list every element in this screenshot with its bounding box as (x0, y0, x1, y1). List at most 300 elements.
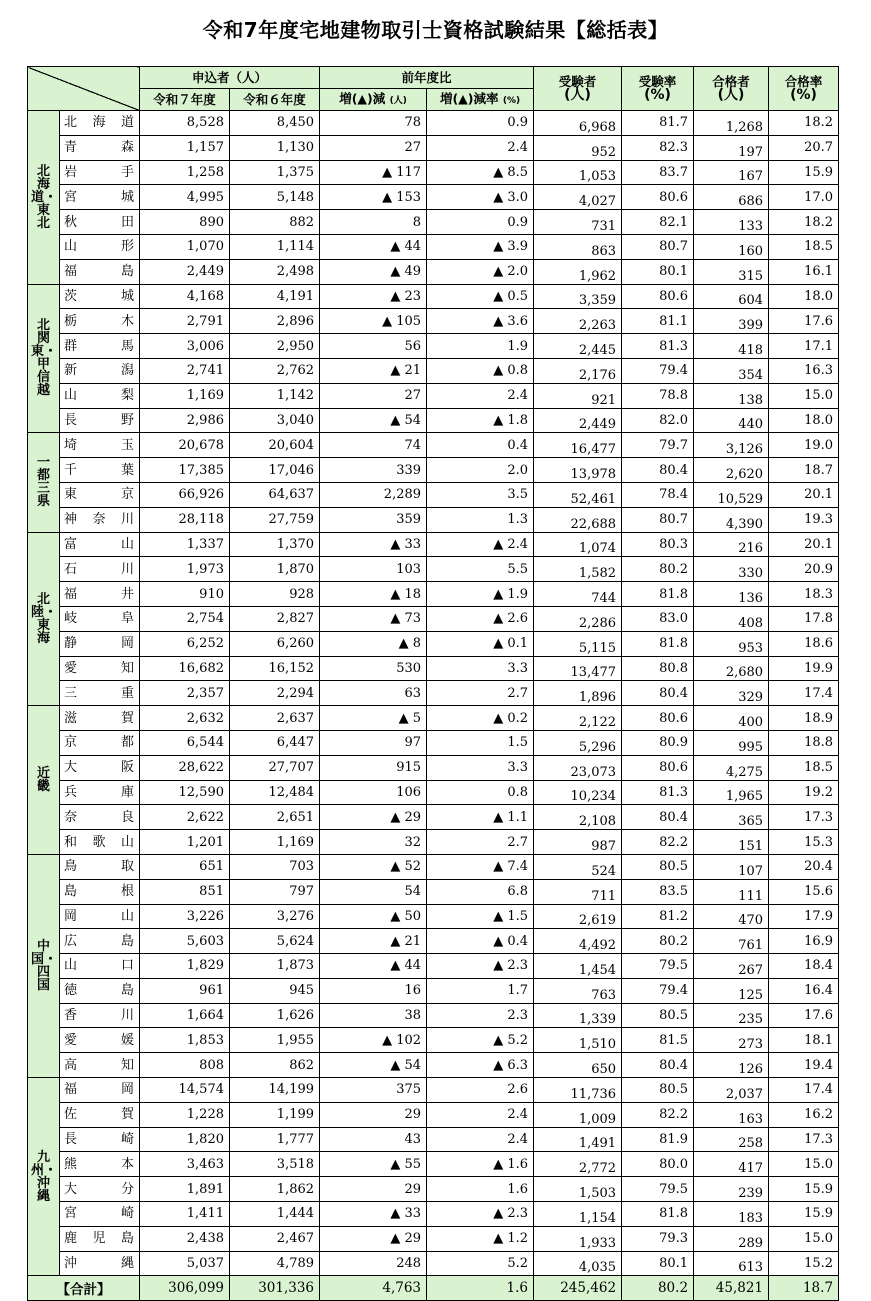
pass-rate-cell: 18.4 (769, 954, 839, 979)
examinees-cell: 1,933 (534, 1226, 622, 1251)
pass-rate-cell: 15.0 (769, 1226, 839, 1251)
header-exam-rate: 受験率 (%) (622, 67, 694, 111)
applicants-r6-cell: 2,294 (230, 681, 320, 706)
diff-cell: ▲ 49 (320, 259, 427, 284)
diff-rate-cell: 0.9 (427, 210, 534, 235)
prefecture-name: 兵庫 (60, 780, 140, 805)
prefecture-name: 佐賀 (60, 1102, 140, 1127)
table-row (28, 383, 839, 408)
prefecture-name: 青森 (60, 135, 140, 160)
pass-rate-cell: 18.5 (769, 234, 839, 259)
diff-rate-cell: 5.5 (427, 557, 534, 582)
diff-rate-cell: ▲ 7.4 (427, 854, 534, 879)
diff-cell: 359 (320, 507, 427, 532)
passers-cell: 138 (694, 383, 769, 408)
passers-cell: 604 (694, 284, 769, 309)
header-applicants: 申込者（人） (140, 67, 320, 89)
passers-cell: 160 (694, 234, 769, 259)
passers-cell: 1,268 (694, 111, 769, 136)
exam-rate-cell: 81.8 (622, 582, 694, 607)
applicants-r7-cell: 2,449 (140, 259, 230, 284)
table-row (28, 259, 839, 284)
passers-cell: 613 (694, 1251, 769, 1276)
diff-rate-cell: ▲ 0.2 (427, 706, 534, 731)
pass-rate-cell: 16.1 (769, 259, 839, 284)
table-row (28, 606, 839, 631)
exam-rate-cell: 83.0 (622, 606, 694, 631)
pass-rate-cell: 18.1 (769, 1028, 839, 1053)
diff-cell: 339 (320, 458, 427, 483)
pass-rate-cell: 18.0 (769, 284, 839, 309)
applicants-r7-cell: 4,168 (140, 284, 230, 309)
applicants-r6-cell: 20,604 (230, 433, 320, 458)
applicants-r6-cell: 703 (230, 854, 320, 879)
applicants-r6-cell: 6,447 (230, 730, 320, 755)
applicants-r6-cell: 1,955 (230, 1028, 320, 1053)
table-row (28, 358, 839, 383)
applicants-r7-cell: 3,463 (140, 1152, 230, 1177)
prefecture-name: 福岡 (60, 1078, 140, 1103)
applicants-r6-cell: 3,276 (230, 904, 320, 929)
applicants-r6-cell: 1,199 (230, 1102, 320, 1127)
diff-rate-cell: 3.5 (427, 482, 534, 507)
exam-rate-cell: 82.2 (622, 830, 694, 855)
diff-cell: 103 (320, 557, 427, 582)
table-row (28, 309, 839, 334)
table-row (28, 160, 839, 185)
diff-cell: ▲ 21 (320, 358, 427, 383)
diff-cell: ▲ 55 (320, 1152, 427, 1177)
exam-rate-cell: 79.4 (622, 358, 694, 383)
pass-rate-cell: 15.6 (769, 879, 839, 904)
table-row (28, 111, 839, 136)
applicants-r6-cell: 5,624 (230, 929, 320, 954)
diff-rate-cell: ▲ 1.5 (427, 904, 534, 929)
prefecture-name: 滋賀 (60, 706, 140, 731)
passers-cell: 183 (694, 1202, 769, 1227)
pass-rate-cell: 18.5 (769, 755, 839, 780)
applicants-r6-cell: 4,191 (230, 284, 320, 309)
exam-rate-cell: 80.4 (622, 458, 694, 483)
exam-rate-cell: 80.7 (622, 507, 694, 532)
applicants-r7-cell: 1,157 (140, 135, 230, 160)
pass-rate-cell: 18.3 (769, 582, 839, 607)
header-pass-rate: 合格率 (%) (769, 67, 839, 111)
diff-cell: 38 (320, 1003, 427, 1028)
diff-rate-cell: 2.4 (427, 1127, 534, 1152)
applicants-r7-cell: 20,678 (140, 433, 230, 458)
diff-rate-cell: 6.8 (427, 879, 534, 904)
prefecture-name: 福井 (60, 582, 140, 607)
applicants-r7-cell: 6,252 (140, 631, 230, 656)
exam-rate-cell: 81.8 (622, 1202, 694, 1227)
passers-cell: 2,037 (694, 1078, 769, 1103)
exam-rate-cell: 79.3 (622, 1226, 694, 1251)
applicants-r6-cell: 797 (230, 879, 320, 904)
prefecture-name: 愛媛 (60, 1028, 140, 1053)
applicants-r6-cell: 2,827 (230, 606, 320, 631)
results-table (27, 66, 839, 1301)
table-row (28, 210, 839, 235)
diff-rate-cell: 1.7 (427, 978, 534, 1003)
table-row (28, 755, 839, 780)
exam-rate-cell: 80.6 (622, 185, 694, 210)
diff-cell: ▲ 29 (320, 1226, 427, 1251)
diff-rate-cell: 1.3 (427, 507, 534, 532)
table-row (28, 1226, 839, 1251)
applicants-r7-cell: 2,438 (140, 1226, 230, 1251)
exam-rate-cell: 82.0 (622, 408, 694, 433)
prefecture-name: 長野 (60, 408, 140, 433)
examinees-cell: 1,491 (534, 1127, 622, 1152)
applicants-r7-cell: 651 (140, 854, 230, 879)
prefecture-name: 島根 (60, 879, 140, 904)
table-row (28, 706, 839, 731)
applicants-r6-cell: 16,152 (230, 656, 320, 681)
diff-rate-cell: 2.6 (427, 1078, 534, 1103)
applicants-r7-cell: 1,973 (140, 557, 230, 582)
examinees-cell: 2,176 (534, 358, 622, 383)
applicants-r6-cell: 2,467 (230, 1226, 320, 1251)
diff-rate-cell: 1.6 (427, 1177, 534, 1202)
examinees-cell: 1,339 (534, 1003, 622, 1028)
applicants-r6-cell: 4,789 (230, 1251, 320, 1276)
pass-rate-cell: 18.8 (769, 730, 839, 755)
pass-rate-cell: 19.0 (769, 433, 839, 458)
diff-rate-cell: ▲ 3.0 (427, 185, 534, 210)
applicants-r6-cell: 1,444 (230, 1202, 320, 1227)
examinees-cell: 1,503 (534, 1177, 622, 1202)
diff-cell: 78 (320, 111, 427, 136)
diff-rate-cell: 2.4 (427, 1102, 534, 1127)
exam-rate-cell: 81.5 (622, 1028, 694, 1053)
examinees-cell: 4,027 (534, 185, 622, 210)
exam-rate-cell: 78.4 (622, 482, 694, 507)
prefecture-name: 石川 (60, 557, 140, 582)
region-label: 北陸・東海 (28, 532, 60, 706)
pass-rate-cell: 20.1 (769, 532, 839, 557)
exam-rate-cell: 80.8 (622, 656, 694, 681)
diff-rate-cell: ▲ 1.6 (427, 1152, 534, 1177)
exam-rate-cell: 80.1 (622, 259, 694, 284)
table-row (28, 1102, 839, 1127)
examinees-cell: 921 (534, 383, 622, 408)
applicants-r6-cell: 27,707 (230, 755, 320, 780)
diff-cell: ▲ 117 (320, 160, 427, 185)
diff-cell: ▲ 54 (320, 408, 427, 433)
passers-cell: 4,390 (694, 507, 769, 532)
diff-rate-cell: 0.8 (427, 780, 534, 805)
passers-cell: 686 (694, 185, 769, 210)
diff-rate-cell: 1.9 (427, 334, 534, 359)
pass-rate-cell: 17.1 (769, 334, 839, 359)
exam-rate-cell: 81.3 (622, 334, 694, 359)
passers-cell: 133 (694, 210, 769, 235)
applicants-r7-cell: 808 (140, 1053, 230, 1078)
applicants-r7-cell: 1,258 (140, 160, 230, 185)
applicants-r6-cell: 862 (230, 1053, 320, 1078)
pass-rate-cell: 17.0 (769, 185, 839, 210)
passers-cell: 267 (694, 954, 769, 979)
passers-cell: 107 (694, 854, 769, 879)
prefecture-name: 徳島 (60, 978, 140, 1003)
diff-cell: ▲ 29 (320, 805, 427, 830)
diff-cell: 54 (320, 879, 427, 904)
applicants-r6-cell: 2,637 (230, 706, 320, 731)
exam-rate-cell: 81.9 (622, 1127, 694, 1152)
pass-rate-cell: 20.4 (769, 854, 839, 879)
exam-rate-cell: 80.4 (622, 805, 694, 830)
exam-rate-cell: 81.7 (622, 111, 694, 136)
total-pass-rate: 18.7 (769, 1276, 839, 1301)
examinees-cell: 2,263 (534, 309, 622, 334)
exam-rate-cell: 80.6 (622, 755, 694, 780)
diff-rate-cell: 1.5 (427, 730, 534, 755)
applicants-r7-cell: 8,528 (140, 111, 230, 136)
prefecture-name: 宮城 (60, 185, 140, 210)
applicants-r7-cell: 28,118 (140, 507, 230, 532)
applicants-r6-cell: 6,260 (230, 631, 320, 656)
pass-rate-cell: 16.2 (769, 1102, 839, 1127)
applicants-r7-cell: 961 (140, 978, 230, 1003)
examinees-cell: 11,736 (534, 1078, 622, 1103)
examinees-cell: 5,115 (534, 631, 622, 656)
exam-rate-cell: 80.9 (622, 730, 694, 755)
passers-cell: 470 (694, 904, 769, 929)
diff-rate-cell: ▲ 2.3 (427, 1202, 534, 1227)
table-row (28, 433, 839, 458)
prefecture-name: 東京 (60, 482, 140, 507)
pass-rate-cell: 20.7 (769, 135, 839, 160)
diff-cell: 29 (320, 1102, 427, 1127)
region-label: 北関東・甲信越 (28, 284, 60, 433)
examinees-cell: 524 (534, 854, 622, 879)
diff-cell: ▲ 52 (320, 854, 427, 879)
exam-rate-cell: 80.2 (622, 557, 694, 582)
prefecture-name: 鹿児島 (60, 1226, 140, 1251)
applicants-r6-cell: 1,873 (230, 954, 320, 979)
diff-cell: 8 (320, 210, 427, 235)
diff-rate-cell: ▲ 1.2 (427, 1226, 534, 1251)
passers-cell: 995 (694, 730, 769, 755)
passers-cell: 235 (694, 1003, 769, 1028)
pass-rate-cell: 17.4 (769, 1078, 839, 1103)
pass-rate-cell: 17.8 (769, 606, 839, 631)
prefecture-name: 長崎 (60, 1127, 140, 1152)
table-row (28, 1127, 839, 1152)
pass-rate-cell: 19.9 (769, 656, 839, 681)
examinees-cell: 4,035 (534, 1251, 622, 1276)
table-row (28, 631, 839, 656)
diff-cell: ▲ 5 (320, 706, 427, 731)
applicants-r7-cell: 16,682 (140, 656, 230, 681)
diff-cell: ▲ 33 (320, 1202, 427, 1227)
table-row (28, 234, 839, 259)
applicants-r6-cell: 2,896 (230, 309, 320, 334)
passers-cell: 761 (694, 929, 769, 954)
prefecture-name: 千葉 (60, 458, 140, 483)
diff-rate-cell: 2.7 (427, 830, 534, 855)
exam-rate-cell: 79.5 (622, 954, 694, 979)
examinees-cell: 1,962 (534, 259, 622, 284)
pass-rate-cell: 16.4 (769, 978, 839, 1003)
exam-rate-cell: 80.7 (622, 234, 694, 259)
exam-rate-cell: 82.2 (622, 1102, 694, 1127)
applicants-r7-cell: 2,791 (140, 309, 230, 334)
pass-rate-cell: 17.3 (769, 805, 839, 830)
passers-cell: 440 (694, 408, 769, 433)
table-row (28, 284, 839, 309)
passers-cell: 151 (694, 830, 769, 855)
diff-cell: ▲ 21 (320, 929, 427, 954)
passers-cell: 2,680 (694, 656, 769, 681)
applicants-r7-cell: 1,853 (140, 1028, 230, 1053)
examinees-cell: 5,296 (534, 730, 622, 755)
applicants-r7-cell: 1,664 (140, 1003, 230, 1028)
prefecture-name: 新潟 (60, 358, 140, 383)
table-row (28, 1177, 839, 1202)
diff-cell: ▲ 44 (320, 234, 427, 259)
table-row (28, 1003, 839, 1028)
examinees-cell: 763 (534, 978, 622, 1003)
diff-rate-cell: 5.2 (427, 1251, 534, 1276)
applicants-r7-cell: 1,829 (140, 954, 230, 979)
total-label: 【合計】 (28, 1276, 140, 1301)
examinees-cell: 863 (534, 234, 622, 259)
pass-rate-cell: 15.0 (769, 383, 839, 408)
exam-rate-cell: 79.7 (622, 433, 694, 458)
pass-rate-cell: 19.3 (769, 507, 839, 532)
region-label: 九州・沖縄 (28, 1078, 60, 1276)
applicants-r6-cell: 1,870 (230, 557, 320, 582)
applicants-r6-cell: 17,046 (230, 458, 320, 483)
table-row (28, 482, 839, 507)
region-label: 一都三県 (28, 433, 60, 532)
table-row (28, 730, 839, 755)
exam-rate-cell: 80.5 (622, 1078, 694, 1103)
exam-rate-cell: 80.0 (622, 1152, 694, 1177)
applicants-r6-cell: 1,114 (230, 234, 320, 259)
examinees-cell: 731 (534, 210, 622, 235)
table-row (28, 780, 839, 805)
diff-rate-cell: 2.7 (427, 681, 534, 706)
prefecture-name: 和歌山 (60, 830, 140, 855)
diff-rate-cell: 2.3 (427, 1003, 534, 1028)
applicants-r7-cell: 66,926 (140, 482, 230, 507)
table-row (28, 978, 839, 1003)
diff-cell: ▲ 44 (320, 954, 427, 979)
examinees-cell: 2,286 (534, 606, 622, 631)
exam-rate-cell: 80.6 (622, 706, 694, 731)
diff-cell: ▲ 33 (320, 532, 427, 557)
header-passers: 合格者 (人) (694, 67, 769, 111)
prefecture-name: 奈良 (60, 805, 140, 830)
table-row (28, 557, 839, 582)
pass-rate-cell: 18.6 (769, 631, 839, 656)
pass-rate-cell: 15.9 (769, 1177, 839, 1202)
diff-cell: 915 (320, 755, 427, 780)
prefecture-name: 山梨 (60, 383, 140, 408)
passers-cell: 289 (694, 1226, 769, 1251)
pass-rate-cell: 18.2 (769, 111, 839, 136)
examinees-cell: 52,461 (534, 482, 622, 507)
table-row (28, 135, 839, 160)
table-row (28, 929, 839, 954)
applicants-r7-cell: 1,169 (140, 383, 230, 408)
pass-rate-cell: 18.0 (769, 408, 839, 433)
examinees-cell: 2,449 (534, 408, 622, 433)
diff-cell: 27 (320, 135, 427, 160)
exam-rate-cell: 80.6 (622, 284, 694, 309)
prefecture-name: 岐阜 (60, 606, 140, 631)
examinees-cell: 650 (534, 1053, 622, 1078)
diff-cell: ▲ 50 (320, 904, 427, 929)
table-row (28, 334, 839, 359)
applicants-r6-cell: 928 (230, 582, 320, 607)
pass-rate-cell: 19.2 (769, 780, 839, 805)
table-row (28, 458, 839, 483)
pass-rate-cell: 15.9 (769, 1202, 839, 1227)
applicants-r6-cell: 1,862 (230, 1177, 320, 1202)
pass-rate-cell: 18.9 (769, 706, 839, 731)
pass-rate-cell: 15.9 (769, 160, 839, 185)
diff-rate-cell: ▲ 2.0 (427, 259, 534, 284)
passers-cell: 315 (694, 259, 769, 284)
examinees-cell: 744 (534, 582, 622, 607)
applicants-r6-cell: 2,762 (230, 358, 320, 383)
passers-cell: 1,965 (694, 780, 769, 805)
examinees-cell: 2,445 (534, 334, 622, 359)
exam-rate-cell: 81.8 (622, 631, 694, 656)
examinees-cell: 987 (534, 830, 622, 855)
prefecture-name: 秋田 (60, 210, 140, 235)
applicants-r7-cell: 1,337 (140, 532, 230, 557)
prefecture-name: 富山 (60, 532, 140, 557)
applicants-r6-cell: 8,450 (230, 111, 320, 136)
pass-rate-cell: 15.0 (769, 1152, 839, 1177)
passers-cell: 216 (694, 532, 769, 557)
prefecture-name: 熊本 (60, 1152, 140, 1177)
examinees-cell: 1,510 (534, 1028, 622, 1053)
prefecture-name: 埼玉 (60, 433, 140, 458)
diff-cell: 43 (320, 1127, 427, 1152)
prefecture-name: 北海道 (60, 111, 140, 136)
total-examinees: 245,462 (534, 1276, 622, 1301)
table-row (28, 879, 839, 904)
corner-diagonal-cell (28, 67, 140, 111)
prefecture-name: 愛知 (60, 656, 140, 681)
diff-cell: ▲ 102 (320, 1028, 427, 1053)
applicants-r7-cell: 17,385 (140, 458, 230, 483)
applicants-r6-cell: 1,375 (230, 160, 320, 185)
diff-cell: 530 (320, 656, 427, 681)
examinees-cell: 2,108 (534, 805, 622, 830)
examinees-cell: 23,073 (534, 755, 622, 780)
pass-rate-cell: 15.2 (769, 1251, 839, 1276)
diff-rate-cell: 2.0 (427, 458, 534, 483)
pass-rate-cell: 20.1 (769, 482, 839, 507)
table-row (28, 1202, 839, 1227)
prefecture-name: 静岡 (60, 631, 140, 656)
passers-cell: 399 (694, 309, 769, 334)
pass-rate-cell: 19.4 (769, 1053, 839, 1078)
pass-rate-cell: 17.4 (769, 681, 839, 706)
diff-cell: 29 (320, 1177, 427, 1202)
applicants-r6-cell: 12,484 (230, 780, 320, 805)
prefecture-name: 栃木 (60, 309, 140, 334)
passers-cell: 408 (694, 606, 769, 631)
applicants-r6-cell: 5,148 (230, 185, 320, 210)
